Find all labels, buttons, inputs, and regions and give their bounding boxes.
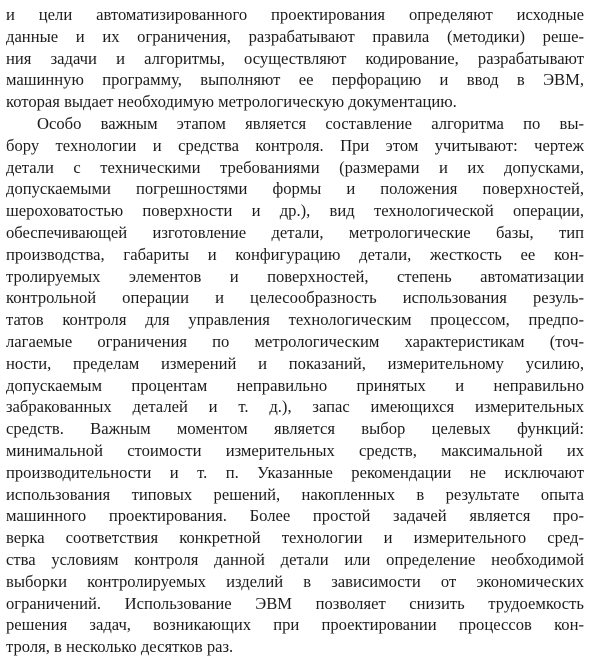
paragraph-algorithm-design [6,113,584,658]
text-line: обеспечивающей изготовление детали, метрологические базы, тип [6,222,584,242]
text-line: данные и их ограничения, разрабатывают правила (методики) реше- [6,26,584,46]
text-line: ства условиям контроля данной детали или определение необходимой [6,549,584,569]
text-line: ограничений. Использование ЭВМ позволяет снизить трудоемкость [6,593,584,613]
text-line: ния задачи и алгоритмы, осуществляют кодирование, разрабатывают [6,48,584,68]
text-line: которая выдает необходимую метрологическую документацию. [6,92,457,112]
text-line: бору технологии и средства контроля. При этом учитывают: чертеж [6,135,584,155]
text-line: средств. Важным моментом является выбор целевых функций: [6,419,584,439]
text-line: контрольной операции и целесообразность использования резуль- [6,288,584,308]
text-line: использования типовых решений, накопленных в результате опыта [6,484,584,504]
text-line: лагаемые ограничения по метрологическим характеристикам (точ- [6,331,584,351]
text-line: верка соответствия конкретной технологии и измерительного сред- [6,528,584,548]
text-line: ности, пределам измерений и показаний, измерительному усилию, [6,353,584,373]
text-line: производительности и т. п. Указанные рекомендации не исключают [6,462,584,482]
text-line: шероховатостью поверхности и др.), вид технологической операции, [6,201,584,221]
text-line: выборки контролируемых изделий в зависимости от экономических [6,571,584,591]
text-line: допускаемыми погрешностями формы и положения поверхностей, [6,179,584,199]
text-line: татов контроля для управления технологическим процессом, предпо- [6,310,584,330]
paragraph-continuation [6,4,584,113]
text-line: машинную программу, выполняют ее перфорацию и ввод в ЭВМ, [6,70,584,90]
text-line: детали с техническими требованиями (размерами и их допусками, [6,157,584,177]
text-line: тролируемых элементов и поверхностей, степень автоматизации [6,266,584,286]
text-line: минимальной стоимости измерительных средств, максимальной их [6,440,584,460]
text-line: забракованных деталей и т. д.), запас имеющихся измерительных [6,397,584,417]
text-line: Особо важным этапом является составление алгоритма по вы- [37,113,584,133]
text-line: производства, габариты и конфигурацию детали, жесткость ее кон- [6,244,584,264]
text-line: допускаемым процентам неправильно принятых и неправильно [6,375,584,395]
text-line: и цели автоматизированного проектирования определяют исходные [6,5,584,24]
text-line: машинного проектирования. Более простой задачей является про- [6,506,584,526]
text-line: решения задач, возникающих при проектировании процессов кон- [6,615,584,635]
text-line: троля, в несколько десятков раз. [6,637,234,657]
